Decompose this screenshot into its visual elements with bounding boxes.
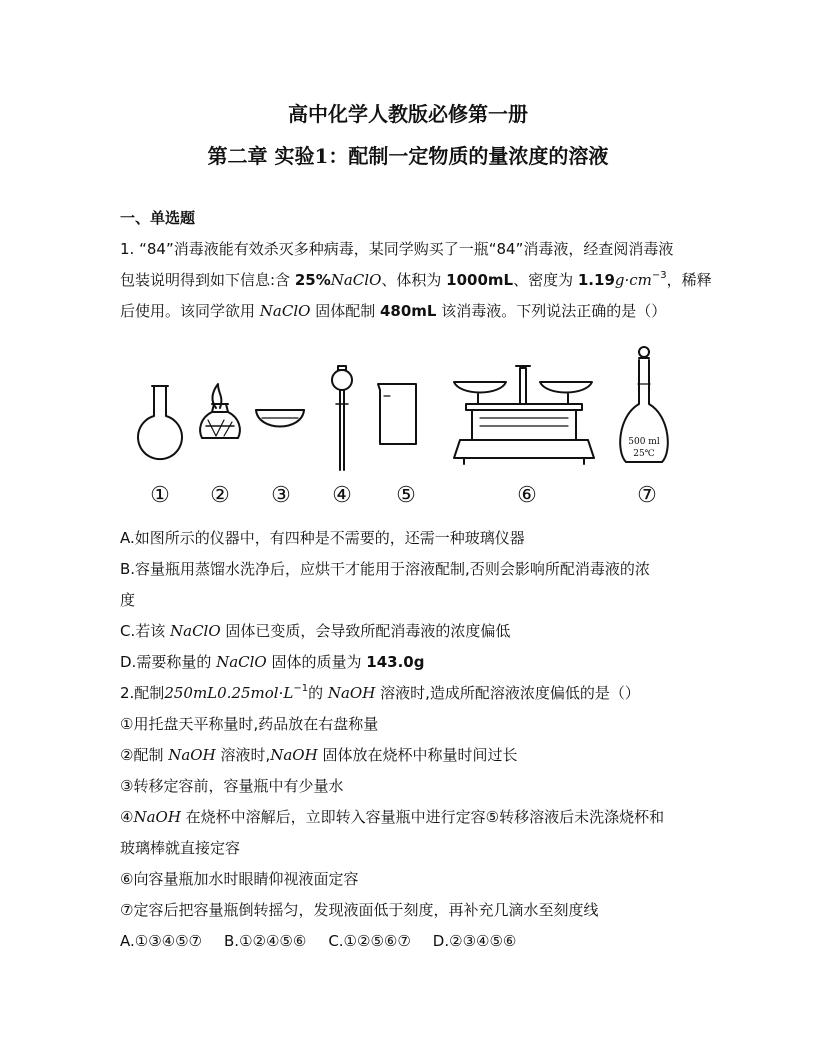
flask-temperature-label: 25℃ xyxy=(633,449,655,459)
q2-option-b: B.①②④⑤⑥ xyxy=(224,932,307,950)
apparatus-label-5: ⑤ xyxy=(396,483,416,508)
q2-option-c: C.①②⑤⑥⑦ xyxy=(328,932,411,950)
flask-volume-label: 500 ml xyxy=(628,437,660,447)
alcohol-lamp-icon xyxy=(200,384,240,438)
q2-text: 2.配制 xyxy=(120,684,165,702)
q1-text: 固体配制 xyxy=(310,302,380,320)
q1-text: C.若该 xyxy=(120,622,171,640)
q1-mass: 143.0g xyxy=(366,653,425,671)
platform-balance-icon xyxy=(454,366,594,464)
q2-stem xyxy=(120,682,700,704)
q2-item-7: ⑦定容后把容量瓶倒转摇匀，发现液面低于刻度，再补充几滴水至刻度线 xyxy=(120,901,599,919)
q2-formula: NaOH xyxy=(270,746,318,764)
q1-stem-line-1 xyxy=(120,238,700,260)
q2-text: 固体放在烧杯中称量时间过长 xyxy=(317,746,518,764)
q1-text: 固体已变质，会导致所配消毒液的浓度偏低 xyxy=(220,622,511,640)
q2-item-6: ⑥向容量瓶加水时眼睛仰视液面定容 xyxy=(120,870,359,888)
q1-text: 、体积为 xyxy=(381,271,447,289)
q1-stem-line-3 xyxy=(120,300,700,322)
q2-text: 溶液时,造成所配溶液浓度偏低的是（） xyxy=(375,684,640,702)
q1-formula: NaClO xyxy=(330,271,382,289)
apparatus-label-6: ⑥ xyxy=(517,483,537,508)
q2-item-5-continued: 玻璃棒就直接定容 xyxy=(120,839,241,857)
q2-option-a: A.①③④⑤⑦ xyxy=(120,932,203,950)
q1-text: ，稀释 xyxy=(666,271,712,289)
q2-option-d: D.②③④⑤⑥ xyxy=(432,932,517,950)
q1-option-a: A.如图所示的仪器中，有四种是不需要的，还需一种玻璃仪器 xyxy=(120,529,525,547)
q1-formula: NaClO xyxy=(170,622,221,640)
apparatus-label-2: ② xyxy=(210,483,230,508)
q1-option-b: B.容量瓶用蒸馏水洗净后，应烘干才能用于溶液配制,否则会影响所配消毒液的浓 xyxy=(120,560,650,578)
q1-density-unit: g·cm xyxy=(614,271,652,289)
q1-option-d xyxy=(120,651,700,673)
q1-stem-text: 1. “84”消毒液能有效杀灭多种病毒，某同学购买了一瓶“84”消毒液，经查阅消毒液 xyxy=(120,240,674,258)
q1-text: D.需要称量的 xyxy=(120,653,217,671)
separatory-funnel-icon xyxy=(332,366,352,470)
apparatus-label-4: ④ xyxy=(332,483,352,508)
q2-item-3: ③转移定容前，容量瓶中有少量水 xyxy=(120,777,344,795)
q1-text: 该消毒液。下列说法正确的是（） xyxy=(436,302,667,320)
q2-formula: NaOH xyxy=(168,746,216,764)
q1-formula: NaClO xyxy=(216,653,267,671)
q2-text: ②配制 xyxy=(120,746,169,764)
q2-concentration: 250mL0.25mol·L xyxy=(164,684,294,702)
q1-text: 、密度为 xyxy=(513,271,578,289)
q2-formula: NaOH xyxy=(133,808,181,826)
q1-volume: 1000mL xyxy=(446,271,514,289)
q1-formula: NaClO xyxy=(259,302,311,320)
beaker-icon xyxy=(378,384,416,444)
apparatus-label-1: ① xyxy=(150,483,170,508)
q2-exponent: −1 xyxy=(293,683,309,694)
round-bottom-flask-icon xyxy=(138,386,182,459)
q1-option-b-continued: 度 xyxy=(120,591,136,609)
q2-item-1: ①用托盘天平称量时,药品放在右盘称量 xyxy=(120,715,379,733)
q2-formula: NaOH xyxy=(327,684,376,702)
q2-options xyxy=(120,930,700,952)
q2-item-4-5 xyxy=(120,806,700,828)
q1-percent: 25% xyxy=(294,271,331,289)
q2-text: 溶液时, xyxy=(215,746,271,764)
apparatus-label-3: ③ xyxy=(271,483,291,508)
q1-option-c xyxy=(120,620,700,642)
section-heading: 一、单选题 xyxy=(120,209,196,227)
q1-text: 固体的质量为 xyxy=(266,653,367,671)
document-title: 高中化学人教版必修第一册 xyxy=(288,102,528,126)
document-subtitle: 第二章 实验1：配制一定物质的量浓度的溶液 xyxy=(207,144,609,168)
q1-density: 1.19 xyxy=(577,271,615,289)
q2-text: 的 xyxy=(308,684,328,702)
q1-exponent: −3 xyxy=(651,270,667,281)
apparatus-label-7: ⑦ xyxy=(637,483,657,508)
q1-volume: 480mL xyxy=(379,302,437,320)
q2-text: ④ xyxy=(120,808,134,826)
q1-text: 包装说明得到如下信息:含 xyxy=(120,271,295,289)
q2-text: 在烧杯中溶解后，立即转入容量瓶中进行定容⑤转移溶液后未洗涤烧杯和 xyxy=(180,808,665,826)
apparatus-figure xyxy=(120,338,700,516)
evaporating-dish-icon xyxy=(256,410,304,427)
q2-item-2 xyxy=(120,744,700,766)
q1-stem-line-2 xyxy=(120,269,712,291)
q1-text: 后使用。该同学欲用 xyxy=(120,302,260,320)
